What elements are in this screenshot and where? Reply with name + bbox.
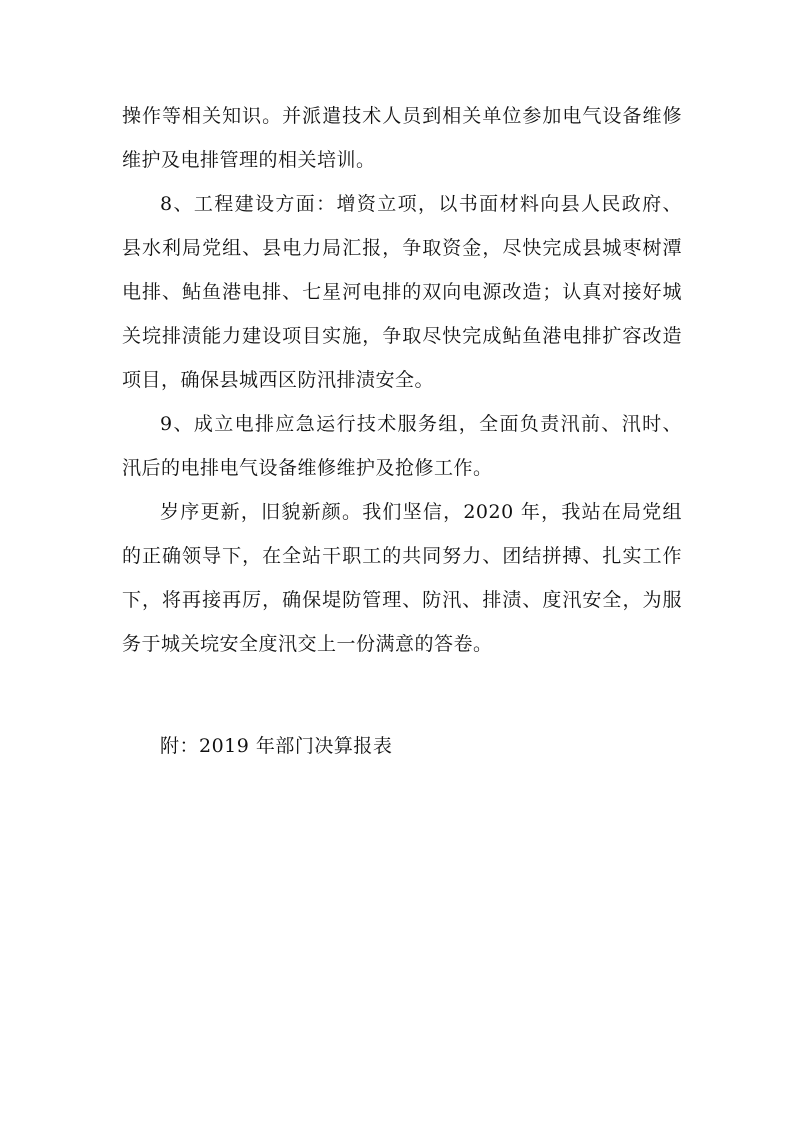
paragraph-2-line-5: 项目，确保县城西区防汛排渍安全。	[122, 369, 435, 391]
paragraph-1-line-1: 操作等相关知识。并派遣技术人员到相关单位参加电气设备维修	[122, 105, 682, 127]
paragraph-4-line-2: 的正确领导下，在全站干职工的共同努力、团结拼搏、扎实工作	[122, 545, 682, 567]
paragraph-2-line-4: 关垸排渍能力建设项目实施，争取尽快完成鲇鱼港电排扩容改造	[122, 325, 682, 347]
paragraph-2-line-2: 县水利局党组、县电力局汇报，争取资金，尽快完成县城枣树潭	[122, 237, 682, 259]
paragraph-2-line-1: 8、工程建设方面：增资立项，以书面材料向县人民政府、	[160, 193, 682, 215]
paragraph-1-line-2: 维护及电排管理的相关培训。	[122, 149, 376, 171]
attachment-note: 附：2019 年部门决算报表	[160, 735, 393, 757]
paragraph-4-line-3: 下，将再接再厉，确保堤防管理、防汛、排渍、度汛安全，为服	[122, 589, 682, 611]
paragraph-4-line-1: 岁序更新，旧貌新颜。我们坚信，2020 年，我站在局党组	[160, 501, 682, 523]
paragraph-3-line-1: 9、成立电排应急运行技术服务组，全面负责汛前、汛时、	[160, 413, 682, 435]
paragraph-4-line-4: 务于城关垸安全度汛交上一份满意的答卷。	[122, 633, 493, 655]
paragraph-2-line-3: 电排、鲇鱼港电排、七星河电排的双向电源改造；认真对接好城	[122, 281, 682, 303]
paragraph-3-line-2: 汛后的电排电气设备维修维护及抢修工作。	[122, 457, 493, 479]
